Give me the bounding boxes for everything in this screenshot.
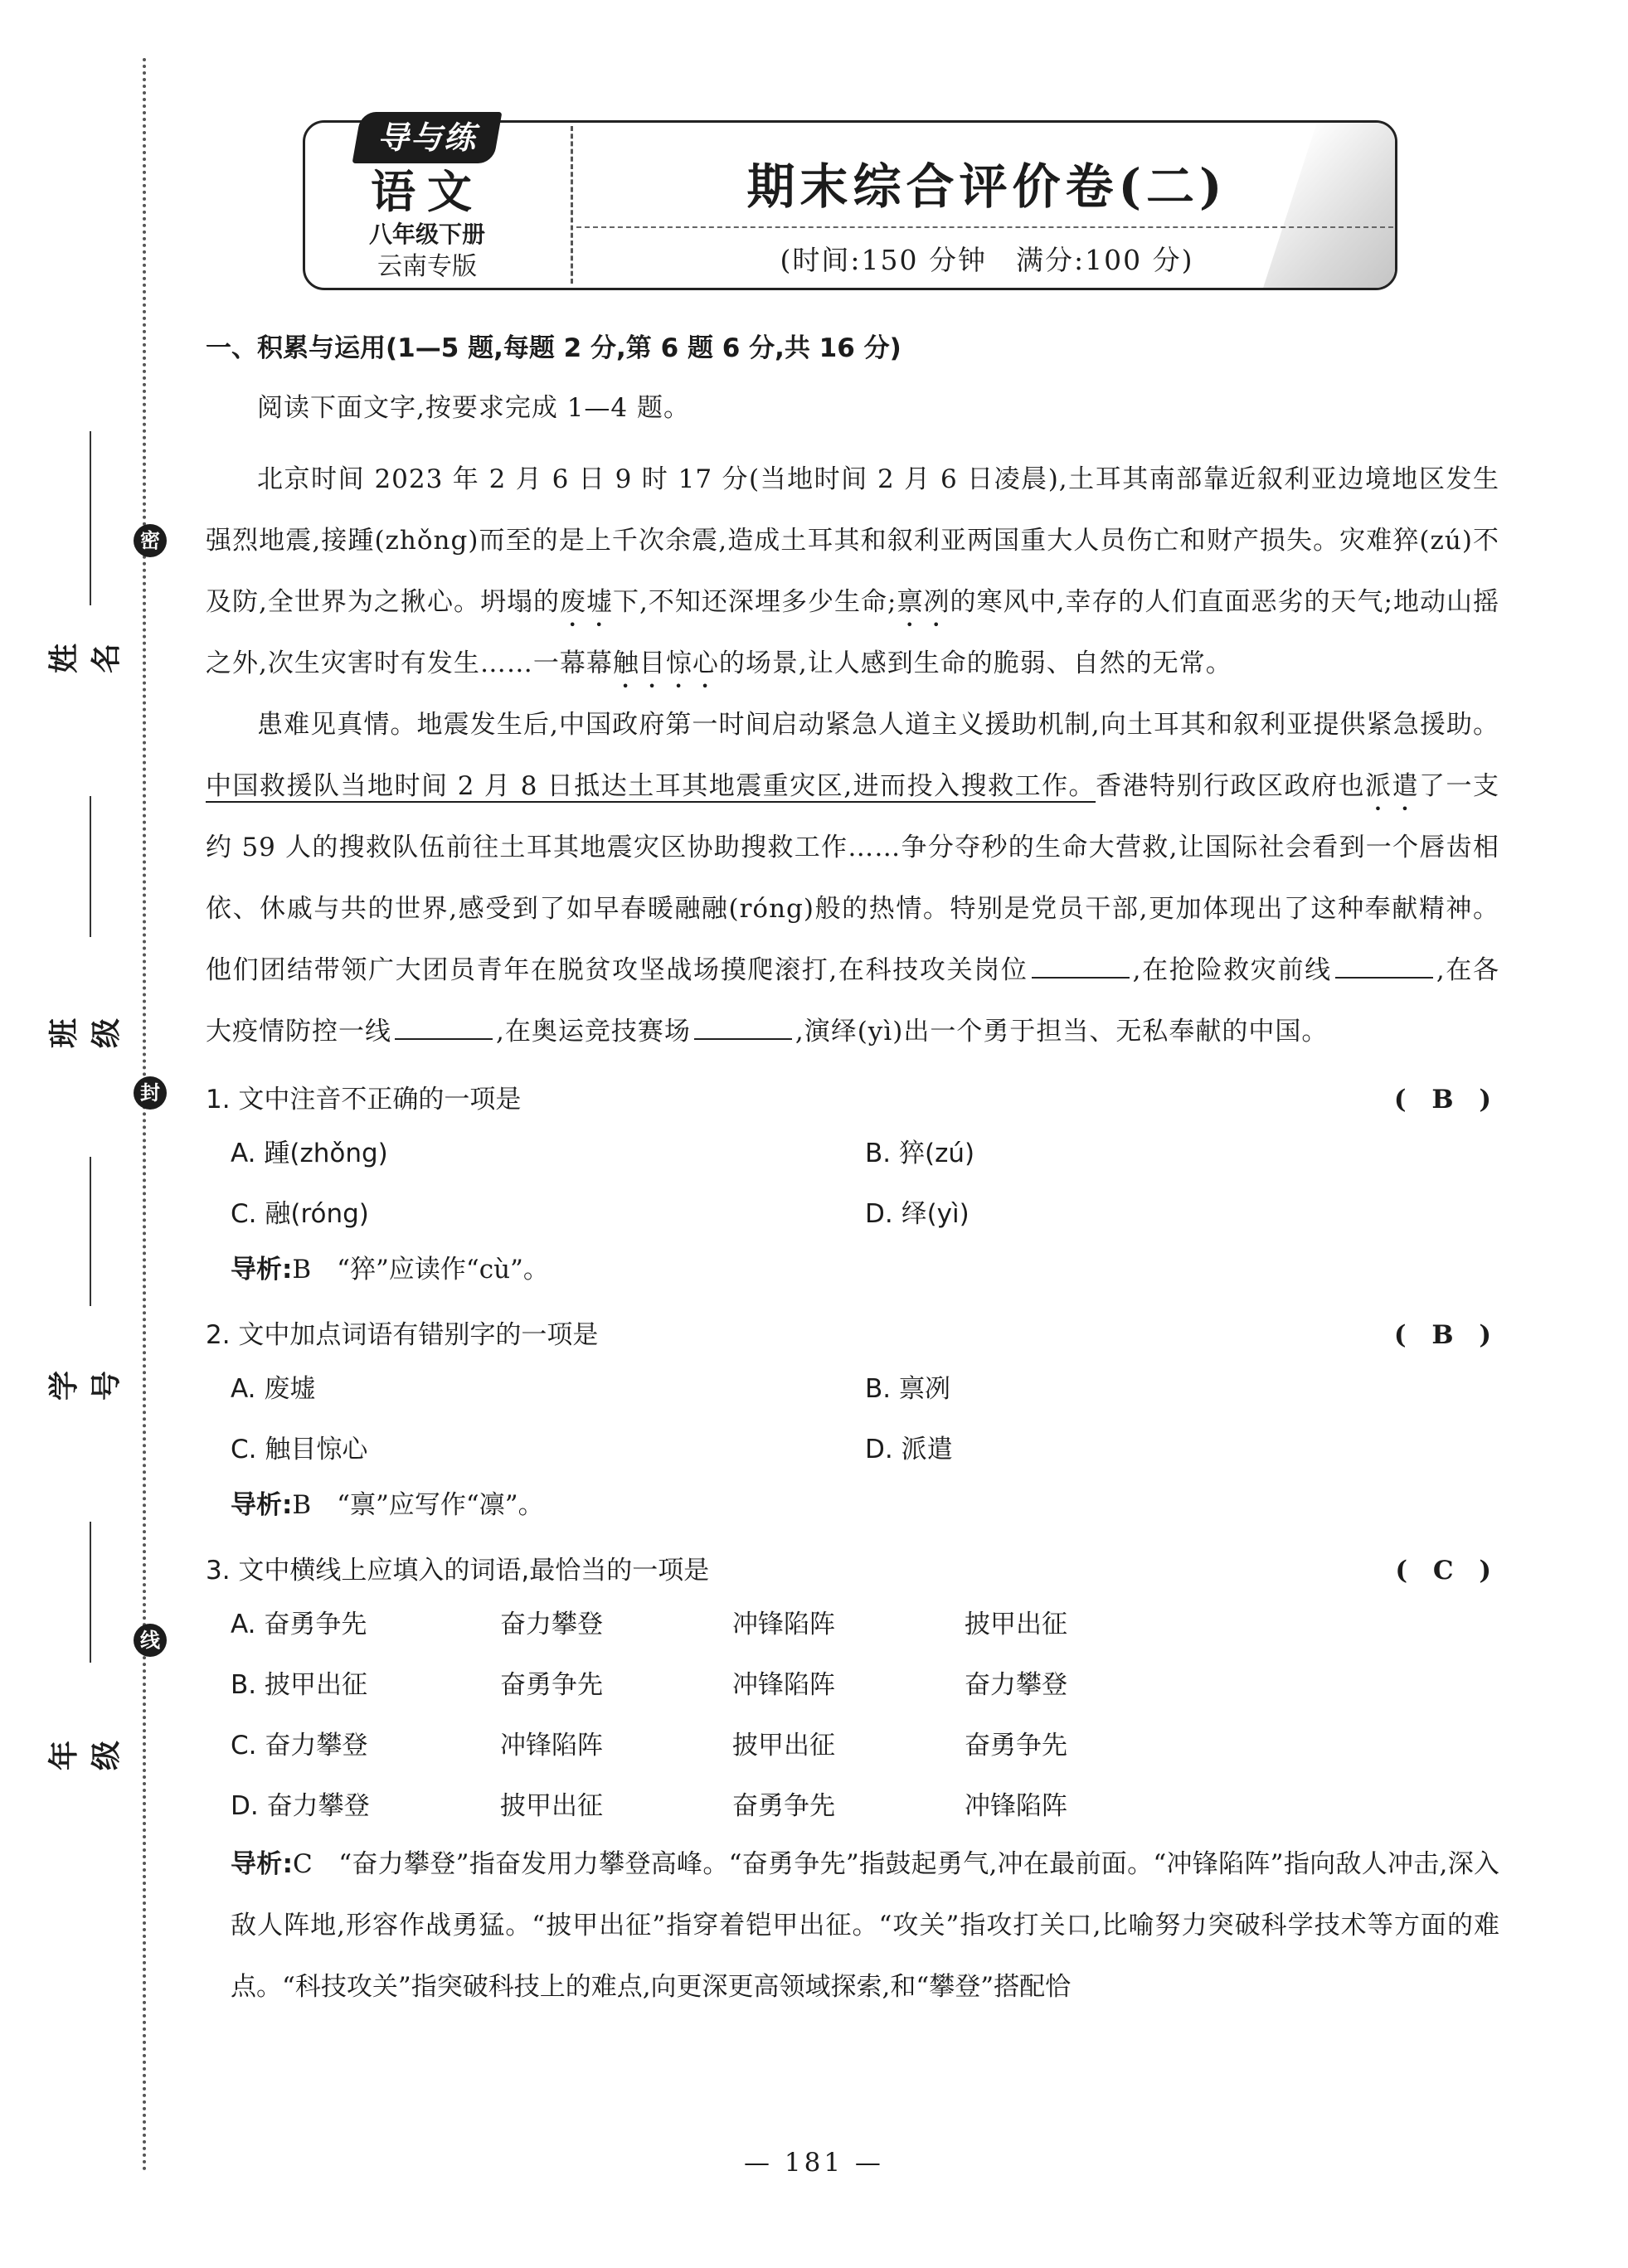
option-d-word-1: D. 奋力攀登: [231, 1791, 370, 1821]
student-id-label: 学号: [47, 1366, 124, 1401]
analysis-text: B “禀”应写作“凛”。: [292, 1490, 544, 1520]
passage-paragraph-1: [206, 449, 1499, 694]
p2-text-6: ,在奥运竞技赛场: [496, 1017, 691, 1047]
analysis-text: C “奋力攀登”指奋发用力攀登高峰。“奋勇争先”指鼓起勇气,冲在最前面。“冲锋陷阵”指向敌人冲击,深入敌人阵地,形容作战勇猛。“披甲出征”指穿着铠甲出征。“攻关”指攻打关口,比喻努力突破科学技术等方面的难点。“科技攻关”指突破科技上的难点,向更深更高领域探索,和“攀登”搭配恰: [231, 1849, 1499, 2002]
option-row-a[interactable]: [231, 1591, 1499, 1652]
fill-blank-3[interactable]: [395, 1017, 493, 1040]
passage-paragraph-2: [206, 694, 1499, 1062]
option-b[interactable]: B. 猝(zú): [865, 1139, 975, 1168]
option-b-word-3: 冲锋陷阵: [732, 1670, 835, 1700]
option-a-word-2: 奋力攀登: [500, 1610, 603, 1639]
exam-time-info: (时间:150 分钟 满分:100 分): [780, 244, 1194, 276]
p2-text-5: ,在各大疫情防控一线: [206, 955, 1500, 1047]
option-row-d[interactable]: [231, 1773, 1499, 1833]
p1-text-3: 的寒风中,幸存的人们直面恶劣的天气;地动山摇之外,次生灾害时有发生……一幕幕: [206, 587, 1499, 678]
dotted-word-shocking: 触目惊心: [612, 648, 719, 678]
analysis-label: 导析:: [231, 1849, 293, 1879]
name-label: 姓名: [47, 639, 124, 674]
underlined-sentence: 中国救援队当地时间 2 月 8 日抵达土耳其地震重灾区,进而投入搜救工作。: [206, 771, 1096, 801]
fill-blank-2[interactable]: [1335, 955, 1433, 979]
dotted-word-bitter: 禀冽: [897, 587, 950, 617]
edition: 云南专版: [377, 252, 477, 281]
option-b-word-2: 奋勇争先: [500, 1670, 603, 1700]
grade-volume: 八年级下册: [368, 221, 485, 248]
p1-text-4: 的场景,让人感到生命的脆弱、自然的无常。: [718, 648, 1232, 678]
option-c-word-3: 披甲出征: [732, 1731, 835, 1760]
option-a-word-3: 冲锋陷阵: [732, 1610, 835, 1639]
analysis-label: 导析:: [231, 1490, 293, 1520]
question-1-options: [231, 1120, 1499, 1241]
binding-dotted-line: [143, 58, 146, 2173]
student-id-line[interactable]: [90, 1157, 91, 1306]
name-line[interactable]: [90, 431, 91, 605]
grade-line[interactable]: [90, 1522, 91, 1663]
option-row-c[interactable]: [231, 1712, 1499, 1773]
p2-text-3: 了一支约 59 人的搜救队伍前往土耳其地震灾区协助搜救工作……争分夺秒的生命大营救,让国际社会看到一个唇齿相依、休戚与共的世界,感受到了如早春暖融融(róng)般的热情。特别是党员干部,更加体现出了这种奉献精神。他们团结带领广大团员青年在脱贫攻坚战场摸爬滚打,在科技攻关岗位: [206, 771, 1500, 985]
page-title: 期末综合评价卷(二): [746, 158, 1227, 215]
analysis-label: 导析:: [231, 1255, 293, 1285]
question-2-options: [231, 1356, 1499, 1477]
option-c[interactable]: C. 触目惊心: [231, 1435, 368, 1464]
seal-mark-xian: 线: [134, 1624, 167, 1657]
fill-blank-1[interactable]: [1032, 955, 1130, 979]
p1-text-1: 北京时间 2023 年 2 月 6 日 9 时 17 分(当地时间 2 月 6 日凌晨),土耳其南部靠近叙利亚边境地区发生强烈地震,接踵(zhǒng)而至的是上千次余震,造成土耳其和叙利亚两国重大人员伤亡和财产损失。灾难猝(zú)不及防,全世界为之揪心。坍塌的: [206, 464, 1499, 617]
grade-label: 年级: [47, 1736, 124, 1771]
class-line[interactable]: [90, 796, 91, 937]
analysis-text: B “猝”应读作“cù”。: [292, 1255, 549, 1285]
class-label: 班级: [47, 1013, 124, 1049]
option-d-word-2: 披甲出征: [500, 1791, 603, 1821]
reading-instruction: 阅读下面文字,按要求完成 1—4 题。: [257, 393, 691, 423]
seal-mark-feng: 封: [134, 1076, 167, 1110]
seal-mark-mi: 密: [134, 524, 167, 557]
question-3-stem: 3. 文中横线上应填入的词语,最恰当的一项是: [206, 1556, 710, 1586]
brand-logo: [352, 112, 503, 163]
option-c-word-2: 冲锋陷阵: [500, 1731, 603, 1760]
fill-blank-4[interactable]: [694, 1017, 792, 1040]
question-2-answer: ( B ): [1393, 1320, 1499, 1350]
header-divider-horizontal: [576, 226, 1393, 228]
option-a-word-4: 披甲出征: [965, 1610, 1067, 1639]
question-3-analysis: [231, 1833, 1499, 2018]
subject-name: 语文: [371, 166, 484, 218]
p2-text-7: ,演绎(yì)出一个勇于担当、无私奉献的中国。: [795, 1017, 1329, 1047]
dotted-word-dispatch: 派遣: [1365, 771, 1420, 801]
page-number: — 181 —: [744, 2148, 884, 2178]
option-a-word-1: A. 奋勇争先: [231, 1610, 367, 1639]
subject-block: [323, 166, 531, 284]
dotted-word-ruins: 废墟: [560, 587, 614, 617]
option-row-b[interactable]: [231, 1652, 1499, 1712]
section-heading: 一、积累与运用(1—5 题,每题 2 分,第 6 题 6 分,共 16 分): [206, 333, 901, 363]
option-b-word-1: B. 披甲出征: [231, 1670, 367, 1700]
question-3-answer: ( C ): [1395, 1556, 1499, 1586]
option-c[interactable]: C. 融(róng): [231, 1199, 369, 1229]
p2-text-2: 香港特别行政区政府也: [1096, 771, 1366, 801]
p2-text-1: 患难见真情。地震发生后,中国政府第一时间启动紧急人道主义援助机制,向土耳其和叙利亚提供紧急援助。: [257, 710, 1499, 740]
option-d[interactable]: D. 派遣: [865, 1435, 953, 1464]
question-3-options: [231, 1591, 1499, 1833]
question-2-analysis: [231, 1477, 1499, 1533]
option-d-word-3: 奋勇争先: [732, 1791, 835, 1821]
option-d[interactable]: D. 绎(yì): [865, 1199, 970, 1229]
question-1: [206, 1079, 1499, 1120]
option-c-word-1: C. 奋力攀登: [231, 1731, 368, 1760]
brand-text: 导与练: [377, 119, 477, 156]
option-a[interactable]: A. 踵(zhǒng): [231, 1139, 388, 1168]
option-b[interactable]: B. 禀冽: [865, 1374, 950, 1404]
question-3: [206, 1550, 1499, 1591]
question-2-stem: 2. 文中加点词语有错别字的一项是: [206, 1320, 599, 1350]
question-1-analysis: [231, 1241, 1499, 1298]
option-a[interactable]: A. 废墟: [231, 1374, 316, 1404]
question-2: [206, 1314, 1499, 1356]
option-b-word-4: 奋力攀登: [965, 1670, 1067, 1700]
question-1-answer: ( B ): [1393, 1085, 1499, 1115]
header-divider-vertical: [571, 126, 573, 284]
p2-text-4: ,在抢险救灾前线: [1132, 955, 1332, 985]
option-d-word-4: 冲锋陷阵: [965, 1791, 1067, 1821]
option-c-word-4: 奋勇争先: [965, 1731, 1067, 1760]
exam-content: [206, 328, 1499, 2018]
question-1-stem: 1. 文中注音不正确的一项是: [206, 1085, 522, 1115]
p1-text-2: 下,不知还深埋多少生命;: [613, 587, 897, 617]
